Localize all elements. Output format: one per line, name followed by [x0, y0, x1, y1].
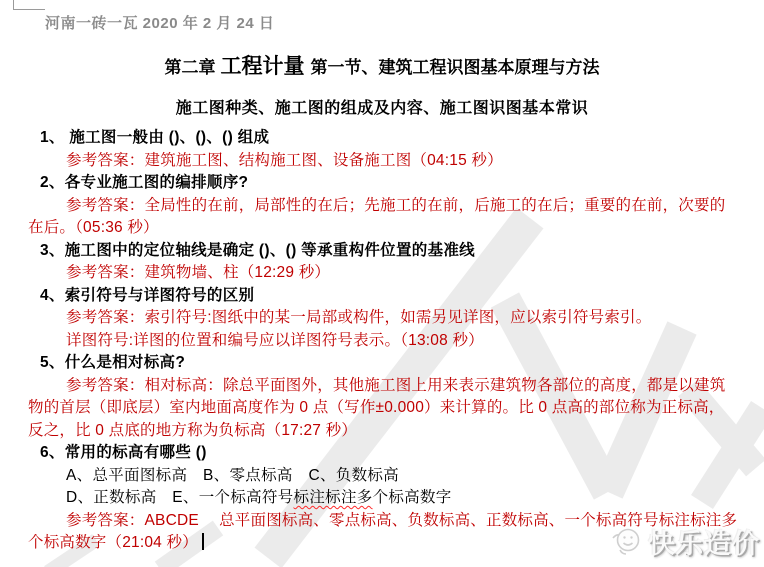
question-1: 1、 施工图一般由 ()、()、() 组成 — [40, 129, 270, 146]
lesson-subtitle: 施工图种类、施工图的组成及内容、施工图识图基本常识 — [175, 100, 589, 117]
answer-1: 参考答案：建筑施工图、结构施工图、设备施工图（04:15 秒） — [66, 151, 503, 169]
options-de — [28, 487, 740, 510]
text-cursor[interactable] — [202, 533, 204, 550]
answer-4-line1: 参考答案：索引符号:图纸中的某一局部或构件，如需另见详图，应以索引符号索引。 — [66, 309, 652, 326]
brand-name: 快乐造价 — [648, 529, 760, 559]
question-3: 3、施工图中的定位轴线是确定 ()、() 等承重构件位置的基准线 — [40, 241, 475, 259]
logo-eye-left — [623, 536, 625, 538]
chapter-name: 工程计量 — [220, 55, 305, 78]
question-2: 2、各专业施工图的编排顺序? — [40, 174, 249, 191]
happy-face-logo-icon — [610, 524, 644, 560]
page-corner-mark — [13, 0, 45, 10]
answer-5: 参考答案：相对标高：除总平面图外，其他施工图上用来表示建筑物各部位的高度，都是以建筑物的首层（即底层）室内地面高度作为 0 点（写作±0.000）来计算的。比 0 点高的部位称为正标高，反之，比 0 点底的地方称为负标高（17:27 秒） — [28, 376, 726, 439]
question-4: 4、索引符号与详图符号的区别 — [40, 286, 255, 304]
option-d-e-text: D、正数标高 E、一个标高符号 — [66, 489, 294, 506]
section-name: 第一节、建筑工程识图基本原理与方法 — [310, 58, 600, 77]
chapter-title — [0, 50, 764, 80]
brand-watermark — [610, 522, 760, 561]
options-abc: A、总平面图标高 B、零点标高 C、负数标高 — [66, 466, 399, 484]
logo-face — [618, 529, 639, 550]
question-6: 6、常用的标高有哪些 () — [40, 444, 207, 461]
answer-4-line2: 详图符号:详图的位置和编号应以详图符号表示。（13:08 秒） — [66, 331, 484, 349]
answer-3: 参考答案：建筑物墙、柱（12:29 秒） — [66, 264, 331, 281]
logo-eye-right — [630, 536, 632, 538]
answer-6-text: 参考答案：ABCDE 总平面图标高、零点标高、负数标高、正数标高、一个标高符号标注标注多个标高数字（21:04 秒） — [28, 511, 738, 551]
qa-content — [28, 127, 740, 555]
option-e-tail-text: 个标高数字 — [372, 489, 452, 506]
answer-2: 参考答案：全局性的在前，局部性的在后；先施工的在前，后施工的在后；重要的在前，次要的在后。（05:36 秒） — [28, 196, 726, 236]
author-date-line: 河南一砖一瓦 2020 年 2 月 24 日 — [45, 15, 275, 32]
spellcheck-flagged-text: 标注标注多 — [293, 489, 373, 506]
chapter-number: 第二章 — [164, 58, 216, 77]
question-5: 5、什么是相对标高? — [40, 354, 186, 371]
